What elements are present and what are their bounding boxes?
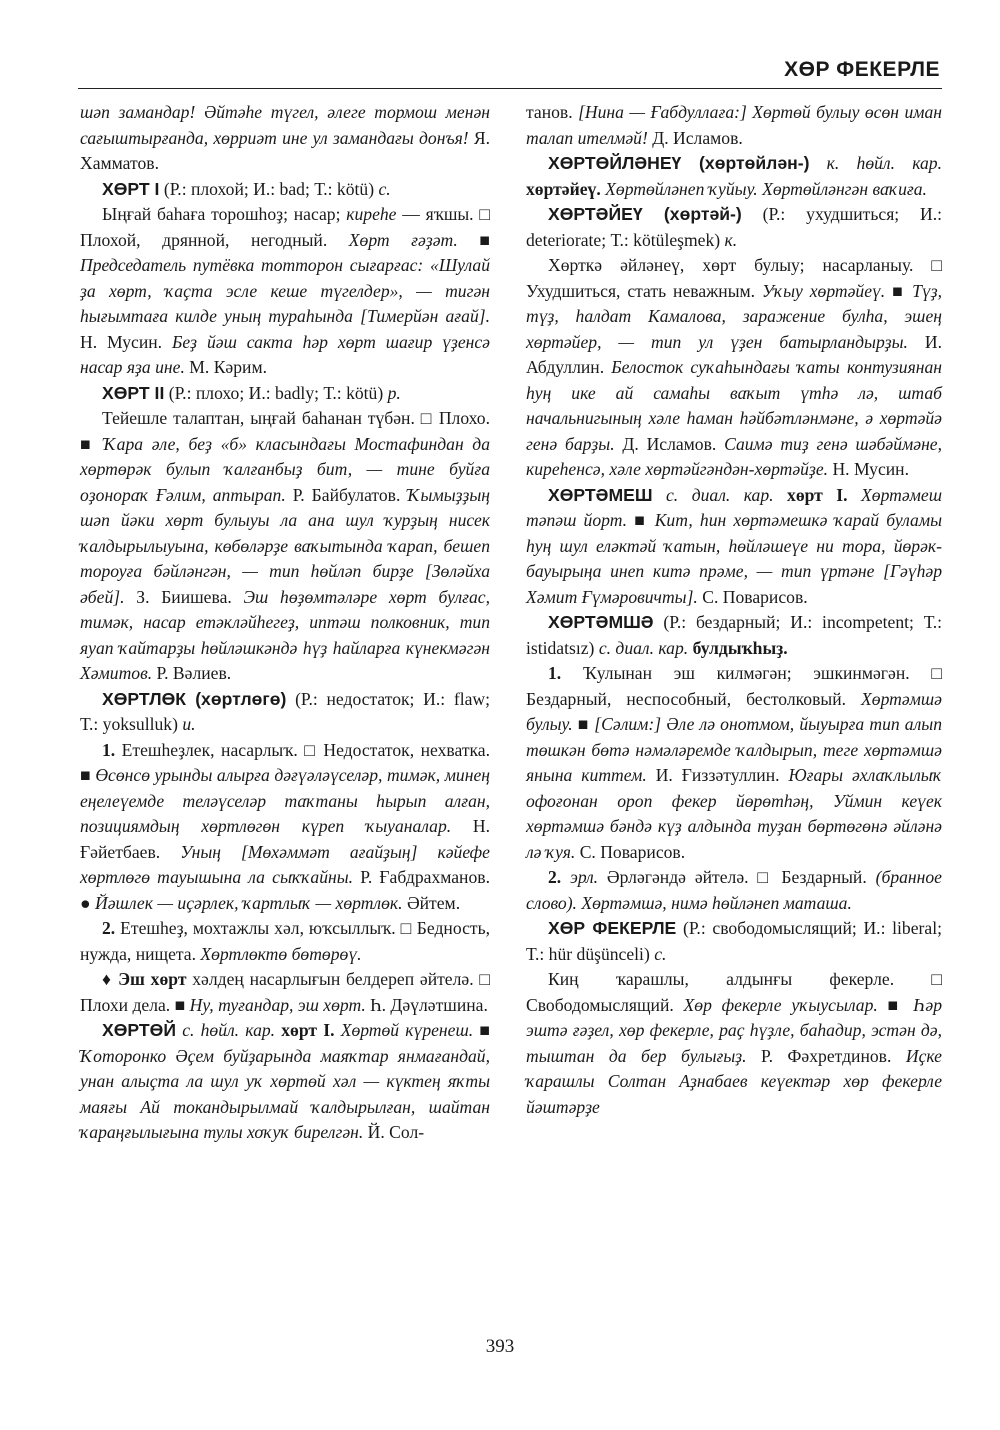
text-run: Хөр фекерле уҡыусылар. ■ Һәр эштә ғәҙел, хөр фекерле, раҫ һүҙле, баһадир, эстән дә, тыштан да бер булығыҙ. <box>526 994 942 1066</box>
entry-paragraph <box>80 1018 490 1146</box>
text-run: Хөрткә әйләнеү, хөрт булыу; насарланыу. □ Ухудшиться, стать неважным. <box>526 255 942 301</box>
headword: ХӨРТӘМЕШ <box>548 484 653 505</box>
text-run: Ну, туғандар, эш хөрт. <box>189 994 371 1015</box>
text-run: И. Абдуллин. <box>526 331 942 377</box>
text-run: Уҡыу хөртәйеү. ■ Түҙ, түҙ, һалдат Камалова, заражение булһа, эшең хөртәйер, — тип ул үҙен батырландырҙы. <box>526 280 942 352</box>
text-run: Ҡулынан эш килмәгән; эшкинмәгән. □ Бездарный, неспособный, бестолковый. <box>526 663 942 709</box>
text-run: (Р.: плохо; И.: badly; Т.: kötü) <box>164 382 388 403</box>
text-run: и. <box>182 714 196 734</box>
text-run: (бранное слово). Хөртәмшә, нимә һөйләнеп маташа. <box>526 867 942 913</box>
text-run: Етешһеҙ, мохтажлы хәл, юҡсыллыҡ. □ Бедность, нужда, нищета. <box>80 918 490 964</box>
text-run: с. диал. кар. <box>652 484 774 505</box>
text-run: Хөртлөктө бөтөрөү. <box>200 943 362 964</box>
headword: ХӨРТӨЙЛӘНЕҮ (хөртөйлән-) <box>548 153 810 173</box>
entry-paragraph <box>80 202 490 381</box>
headword: ХӨРТӨЙ <box>102 1020 177 1040</box>
text-run: Хөрт ғәҙәт. ■ Председатель путёвка тотторон сығарғас: «Шулай ҙа хөрт, ҡаҫта эсле кеше түгелдер», — тигән һығымтаға килде уның тураһында [Тимерйән ағай]. <box>80 229 490 326</box>
text-run: (Р.: плохой; И.: bad; Т.: kötü) <box>159 178 379 199</box>
text-run: Н. Ғәйетбаев. <box>80 816 490 862</box>
text-run: Р. Фәхретдинов. <box>761 1045 906 1066</box>
entry-paragraph <box>80 738 490 917</box>
text-run: с. һөйл. кар. <box>176 1020 276 1040</box>
entry-paragraph <box>80 967 490 1018</box>
text-run: эрл. <box>561 867 599 887</box>
text-run: Уның [Мөхәммәт ағайҙың] кәйефе хөртлөгө тауышына ла сыҡҡайны. <box>80 841 490 887</box>
text-run: (Р.: недостаток; И.: flaw; Т.: yoksulluk) <box>80 688 490 734</box>
text-run: (Р.: бездарный; И.: incompetent; Т.: istidatsız) <box>526 612 942 658</box>
text-run: Д. Исламов. <box>622 433 725 454</box>
text-run: Р. Байбулатов. <box>292 484 408 505</box>
text-run: киреһе <box>346 204 397 224</box>
entry-paragraph <box>80 916 490 967</box>
text-run: Әйтем. <box>406 892 461 913</box>
text-run: Иҫке ҡарашлы Солтан Аҙнабаев кеүектәр хөр фекерле йәштәрҙе <box>526 1045 942 1117</box>
entry-paragraph <box>80 381 490 407</box>
text-run: Н. Мусин. <box>832 459 909 479</box>
entry-paragraph <box>80 687 490 738</box>
page-number: 393 <box>485 1336 515 1357</box>
text-run: Йәшлек — иҫәрлек, ҡартлыҡ — хөртлөк. <box>95 892 407 913</box>
text-run: к. һөйл. кар. <box>809 153 942 173</box>
running-head: ХӨР ФЕКЕРЛЕ <box>784 58 940 81</box>
text-run: булдыҡһыҙ. <box>688 637 788 658</box>
entry-paragraph <box>526 967 942 1120</box>
text-run: Хөртәмеш тәпәш йорт. ■ Кит, һин хөртәмешкә ҡарай буламы һуң шул еләктәй ҡатын, һөйләшеүе ни тора, йөрәк-бауырыңа инеп китә прәме, — тип үртәне [Гәүһәр Хәмит Ғүмәровичты]. <box>526 484 942 607</box>
text-run: Хөртөй күренеш. ■ Ҡоторонко Әҫем буйҙарында маяҡтар янмағандай, унан алыҫта ла шул уҡ хөртөй хәл — күктең яҡты маяғы Ай токандырылмай ҡалдырылған, шайтан ҡараңғылығына тулы хоҡуҡ бирелгән. <box>80 1020 490 1142</box>
text-run: 1. <box>548 663 562 683</box>
text-run: Әрләгәндә әйтелә. □ Бездарный. <box>598 867 876 887</box>
text-run: Һ. Дәүләтшина. <box>370 994 488 1015</box>
entry-paragraph <box>526 151 942 202</box>
headword: ХӨРТЛӨК (хөртлөгө) <box>102 688 287 709</box>
text-run: Ҡымыҙҙың шәп йәки хөрт булыуы ла ана шул ҡурҙың нисек ҡалдырылыуына, көбөләрҙе ваҡытында ҡарап, бешеп тороуға бәйләнгән, — тип һөйләп бирҙе [Зөләйха әбей]. <box>80 484 490 607</box>
entry-paragraph <box>526 100 942 151</box>
entry-paragraph <box>526 661 942 865</box>
text-run: Р. Ғабдрахманов. ● <box>80 867 490 913</box>
entry-paragraph <box>526 202 942 253</box>
text-run: хөртәйеү. <box>526 178 601 199</box>
entry-paragraph <box>526 916 942 967</box>
entry-paragraph <box>526 865 942 916</box>
entry-paragraph <box>526 253 942 483</box>
headword: ХӨРТӘМШӘ <box>548 612 654 632</box>
text-run: Н. Мусин. <box>80 331 172 352</box>
text-run: Саимә тиҙ генә шәбәймәне, киреһенсә, хәле хөртәйгәндән-хөртәйҙе. <box>526 433 943 479</box>
text-run: Й. Сол- <box>367 1122 425 1142</box>
text-run: с. диал. кар. <box>598 637 689 658</box>
text-run: Хөртөйләнеп ҡуйыу. Хөртөйләнгән ваҡиға. <box>600 178 927 199</box>
text-run: 2. <box>548 867 562 887</box>
text-run: к. <box>724 229 738 250</box>
text-run: Етешһеҙлек, насарлыҡ. □ Недостаток, нехватка. ■ <box>80 739 490 785</box>
text-run: Киң ҡарашлы, алдынғы фекерле. □ Свободомыслящий. <box>526 969 942 1015</box>
text-run: хәлдең насарлығын белдереп әйтелә. □ Плохи дела. ■ <box>80 969 490 1015</box>
entry-paragraph <box>526 610 942 661</box>
text-run: Өсөнсө урынды алырға дәғүәләүселәр, тимәк, минең еңелеүемде теләүселәр таҡтаны һырып алған, позициямдың хөртлөгөн күреп ҡыуаналар. <box>80 765 490 836</box>
text-run: шәп замандар! Әйтәһе түгел, әлеге тормош менән сағыштырғанда, хөрриәт ине ул замандағы донъя! <box>80 102 490 148</box>
headword: ХӨРТ II <box>102 382 165 403</box>
headword: ХӨРТ I <box>102 178 160 199</box>
text-run: М. Кәрим. <box>189 357 267 377</box>
text-run: Ыңғай баһаға торошһоҙ; насар; <box>102 204 347 224</box>
text-run: хөрт I. <box>275 1020 335 1040</box>
headword: ХӨР ФЕКЕРЛЕ <box>548 918 677 938</box>
text-run: И. Ғиззәтуллин. <box>655 765 789 785</box>
entry-paragraph <box>80 100 490 177</box>
text-run: танов. <box>526 102 579 122</box>
text-run: с. <box>378 178 391 199</box>
right-column <box>526 100 942 1120</box>
text-run: Я. Хамматов. <box>80 127 490 173</box>
text-run: Юғары әхлаҡлылыҡ офоғонан ороп фекер йөрөтһәң, Уймин кеүек хөртәмшә бәндә күҙ алдында туҙан бөртөгөнә әйләнә лә ҡуя. <box>526 765 942 862</box>
text-run: 1. <box>102 739 116 760</box>
left-column <box>80 100 490 1146</box>
text-run: Эш һөҙөмтәләре хөрт булғас, тимәк, насар етәкләйһегеҙ, иптәш полковник, тип яуап ҡайтарҙы һөйләшкәндә һүҙ һайларға күнекмәгән Хәмитов. <box>80 586 490 683</box>
text-run: Беҙ йәш сакта һәр хөрт шағир үҙенсә насар яҙа ине. <box>80 331 490 377</box>
text-run: С. Поварисов. <box>579 841 686 862</box>
text-run: 2. <box>102 918 116 938</box>
text-run: Белосток суҡаһындағы ҡаты контузиянан һуң ике ай самаһы ваҡыт үтһә лә, штаб начальнигының хәле һаман һәйбәтләнмәне, ә хөртәйә генә барҙы. <box>526 357 942 454</box>
entry-paragraph <box>80 177 490 203</box>
text-run: с. <box>654 943 667 964</box>
text-run: Р. Вәлиев. <box>156 663 232 683</box>
text-run: С. Поварисов. <box>702 586 808 607</box>
text-run: Д. Исламов. <box>652 127 743 148</box>
text-run: Хөртәмшә булыу. ■ [Сәлим:] Әле лә онотмом, йыуырға тип алып төшкән бөтә нәмәләремде ҡалдырып, теге хөртәмшә янына киттем. <box>526 688 942 785</box>
text-run: З. Биишева. <box>136 586 244 607</box>
text-run: Ҡара әле, беҙ «б» класындағы Мостафиндан да хөртөрәк булып ҡалғанбыҙ бит, — тине буйға оҙонораҡ Ғәлим, аптырап. <box>80 433 491 505</box>
text-run: хөрт I. <box>773 484 848 505</box>
text-run: ♦ Эш хөрт <box>102 969 187 989</box>
entry-paragraph <box>526 483 942 611</box>
headword: ХӨРТӘЙЕҮ (хөртәй-) <box>548 204 742 224</box>
text-run: Тейешле талаптан, ыңғай баһанан түбән. □ Плохо. ■ <box>80 408 490 454</box>
text-run: (Р.: свободомыслящий; И.: liberal; Т.: hür düşünceli) <box>526 918 942 964</box>
entry-paragraph <box>80 406 490 687</box>
text-run: (Р.: ухудшиться; И.: deteriorate; Т.: kötüleşmek) <box>526 204 942 250</box>
header-rule <box>78 88 942 89</box>
text-run: — яҡшы. □ Плохой, дрянной, негодный. <box>80 204 490 250</box>
text-run: [Нина — Ғабдуллаға:] Хөртөй булыу өсөн иман талап ителмәй! <box>526 102 942 148</box>
text-run: р. <box>387 382 401 403</box>
